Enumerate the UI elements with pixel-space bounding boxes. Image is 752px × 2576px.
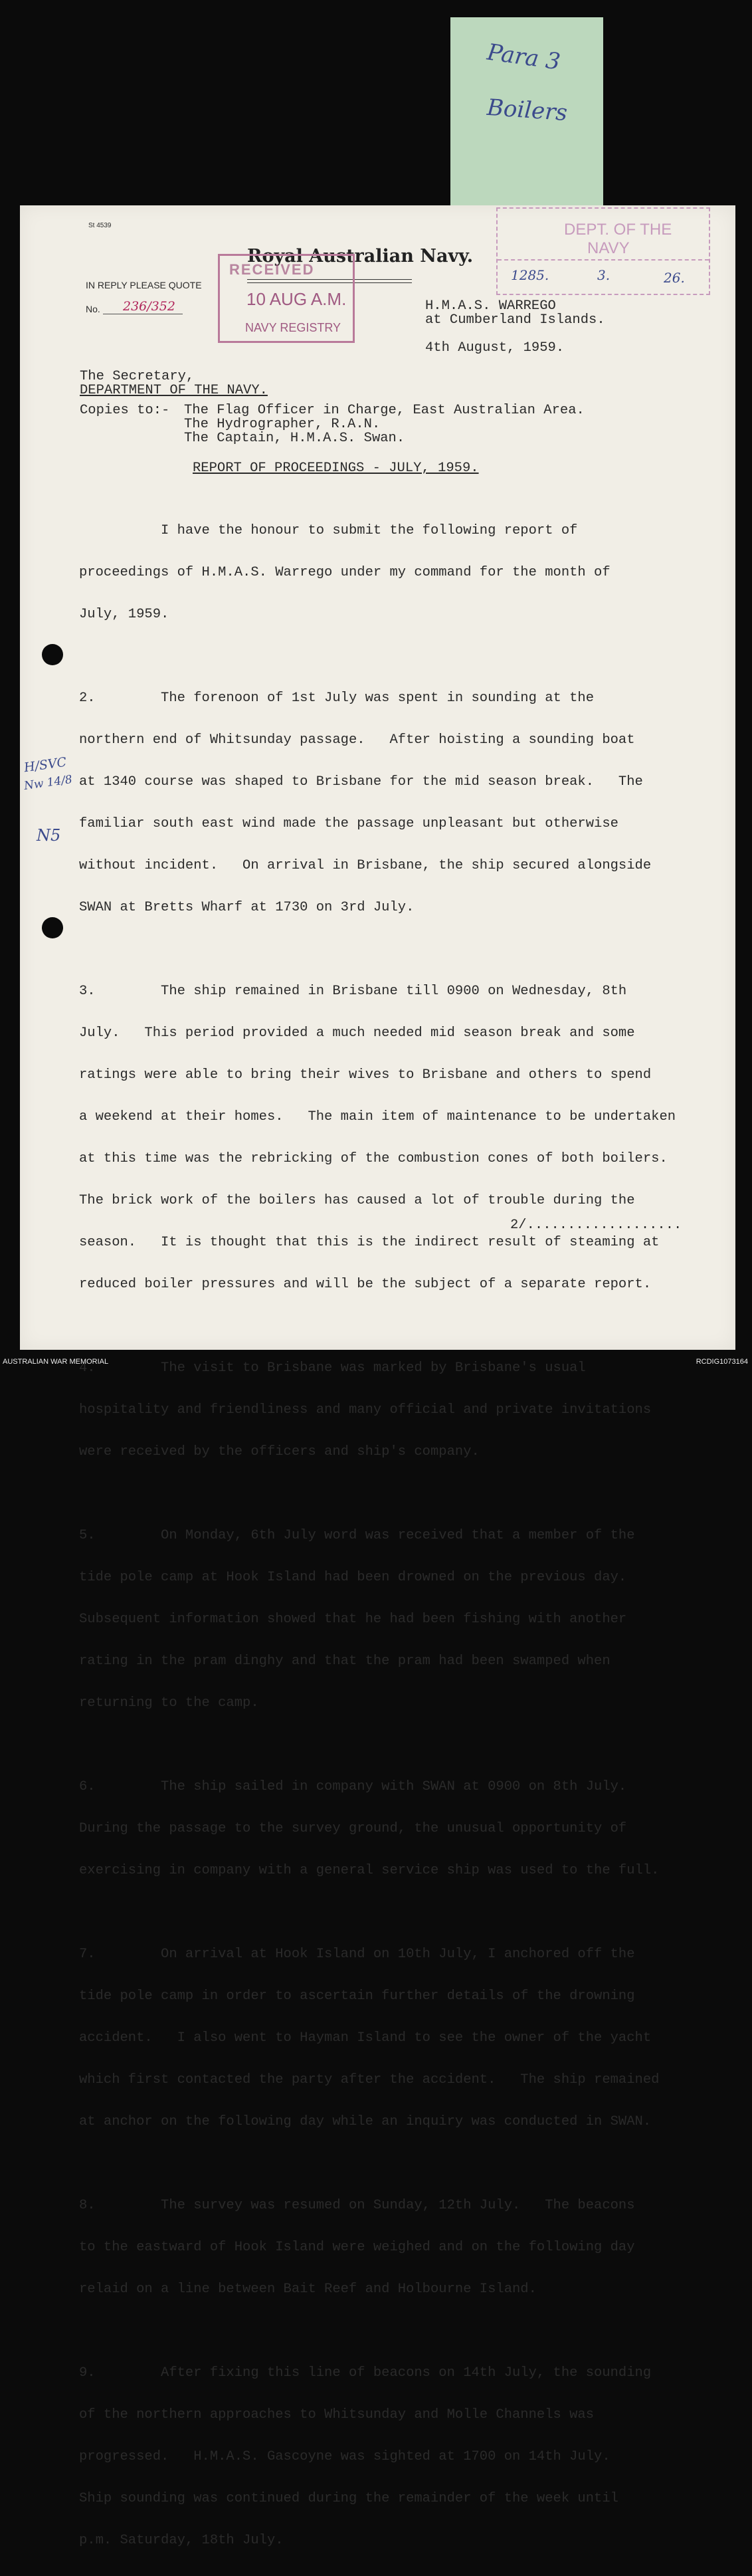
margin-note: N5 (37, 826, 61, 845)
received-stamp-title: RECEIVED (229, 261, 315, 278)
archive-credit: AUSTRALIAN WAR MEMORIAL (3, 1358, 109, 1366)
quote-label: IN REPLY PLEASE QUOTE (86, 280, 202, 290)
addressee-line-1: The Secretary, (80, 369, 195, 384)
department-stamp-folio: 26. (664, 270, 685, 286)
page-continuation: 2/................... (510, 1218, 682, 1233)
copy-recipient: The Captain, H.M.A.S. Swan. (184, 431, 405, 446)
copies-label: Copies to:- (80, 403, 170, 418)
paragraph: 7. On arrival at Hook Island on 10th July, I anchored off the tide pole camp in order to ascertain further details of the drowning accident. I also went to Hayman Island to see the owner of the yacht which first contacted the party after the accident. The ship remained at anchor on the following day while an inquiry was conducted in SWAN. (79, 1947, 660, 2129)
paragraph: 4. The visit to Brisbane was marked by Brisbane's usual hospitality and friendliness and many official and private invitations were received by the officers and ship's company. (79, 1360, 652, 1459)
sender-location: at Cumberland Islands. (425, 312, 605, 328)
received-stamp-date: 10 AUG A.M. (246, 289, 347, 309)
paragraph: I have the honour to submit the following report of proceedings of H.M.A.S. Warrego under my command for the month of July, 1959. (79, 523, 611, 622)
sender-ship: H.M.A.S. WARREGO (425, 298, 556, 314)
paragraph: 6. The ship sailed in company with SWAN at 0900 on 8th July. During the passage to the survey ground, the unusual opportunity of exercising in company with a general service ship was used to the full. (79, 1779, 660, 1878)
letter-body (79, 496, 676, 2575)
margin-note: Nw 14/8 (23, 773, 74, 793)
copy-recipient: The Hydrographer, R.A.N. (184, 417, 381, 432)
letter-date: 4th August, 1959. (425, 340, 565, 356)
paragraph: 8. The survey was resumed on Sunday, 12th July. The beacons to the eastward of Hook Island were weighed and on the following day relaid on a line between Bait Reef and Holbourne Island. (79, 2198, 635, 2297)
department-stamp-file: 1285. (511, 267, 549, 283)
punch-hole (42, 917, 63, 938)
form-code: St 4539 (88, 222, 112, 229)
paragraph: 3. The ship remained in Brisbane till 0900 on Wednesday, 8th July. This period provided a much needed mid season break and some ratings were able to bring their wives to Brisbane and others to spend a weekend at their homes. The main item of maintenance to be undertaken at this time was the rebricking of the combustion cones of both boilers. The brick work of the boilers has caused a lot of trouble during the season. It is thought that this is the indirect result of steaming at reduced boiler pressures and will be the subject of a separate report. (79, 984, 676, 1292)
archive-id: RCDIG1073164 (696, 1358, 748, 1366)
paragraph: 5. On Monday, 6th July word was received that a member of the tide pole camp at Hook Island had been drowned on the previous day. Subsequent information showed that he had been fishing with another rating in the pram dinghy and that the pram had been swamped when returning to the camp. (79, 1528, 635, 1711)
letterhead: Royal Australian Navy. (247, 246, 474, 267)
attached-note (450, 17, 603, 207)
received-stamp-registry: NAVY REGISTRY (245, 321, 341, 334)
margin-note: H/SVC (23, 754, 68, 776)
department-stamp-line1: DEPT. OF THE (564, 221, 672, 239)
no-line (103, 299, 183, 314)
punch-hole (42, 644, 63, 665)
note-line-1: Para 3 (485, 39, 562, 76)
paragraph: 2. The forenoon of 1st July was spent in sounding at the northern end of Whitsunday passage. After hoisting a sounding boat at 1340 course was shaped to Brisbane for the mid season break. The familiar south east wind made the passage unpleasant but otherwise without incident. On arrival in Brisbane, the ship secured alongside SWAN at Bretts Wharf at 1730 on 3rd July. (79, 691, 652, 915)
copy-recipient: The Flag Officer in Charge, East Australian Area. (184, 403, 585, 418)
reference-number: 236/352 (123, 299, 175, 314)
department-stamp (496, 207, 710, 295)
department-stamp-part: 3. (597, 267, 611, 283)
note-line-2: Boilers (486, 94, 569, 127)
addressee-line-2: DEPARTMENT OF THE NAVY. (80, 383, 268, 398)
department-stamp-line2: NAVY (587, 239, 630, 257)
no-label: No. (86, 304, 100, 314)
report-title: REPORT OF PROCEEDINGS - JULY, 1959. (193, 461, 479, 476)
received-stamp (218, 254, 355, 343)
paragraph: 9. After fixing this line of beacons on 14th July, the sounding of the northern approaches to Whitsunday and Molle Channels was progressed. H.M.A.S. Gascoyne was sighted at 1700 on 14th July. Ship sounding was continued during the remainder of the week until p.m. Saturday, 18th July. (79, 2365, 652, 2548)
